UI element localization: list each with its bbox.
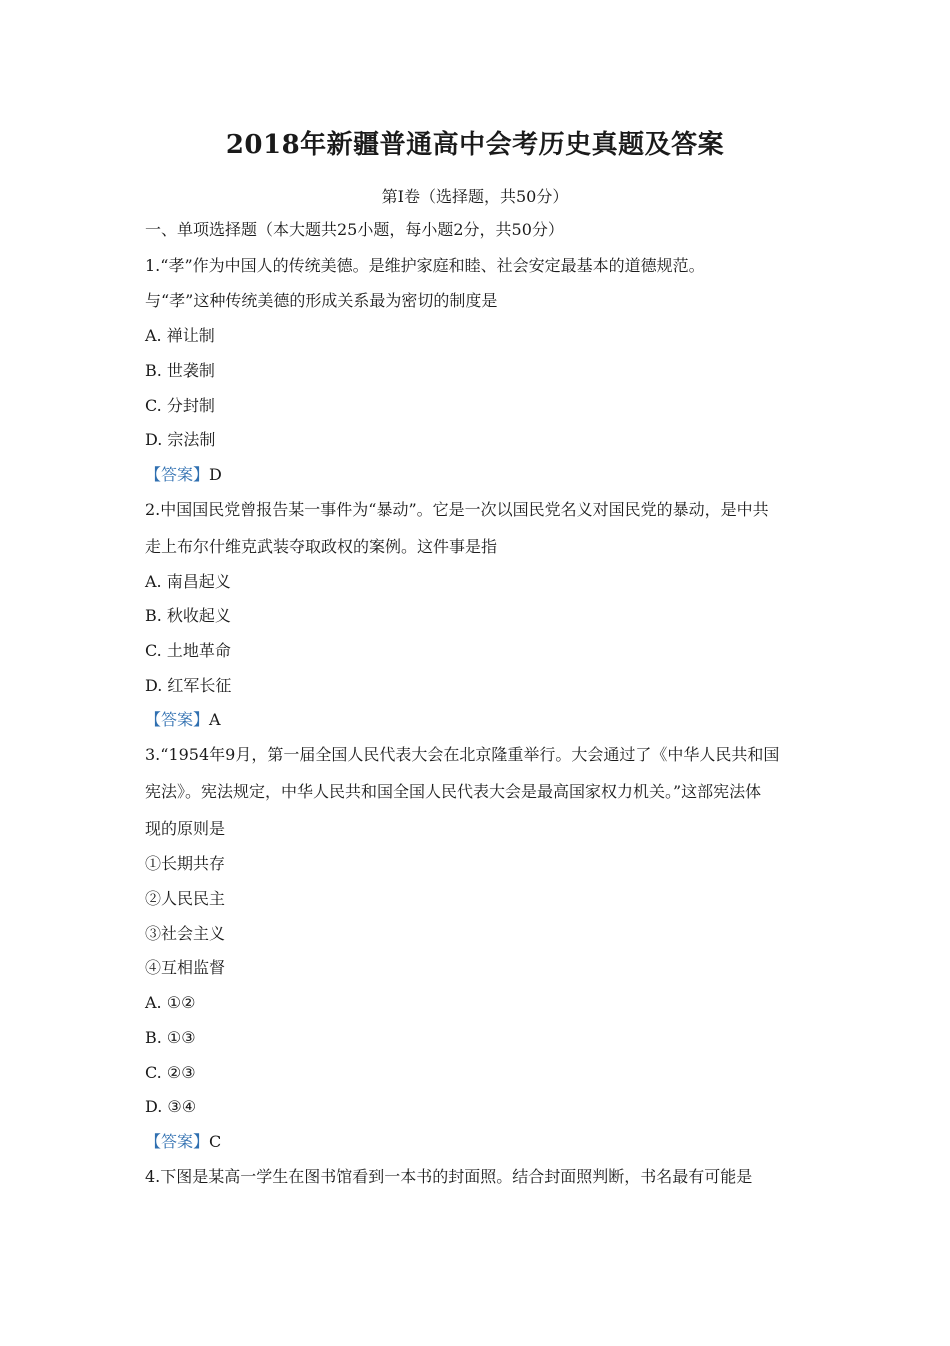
question-3-stem-line-1: 3.“1954年9月，第一届全国人民代表大会在北京隆重举行。大会通过了《中华人民共和国	[145, 745, 780, 764]
question-1-option-d: D. 宗法制	[145, 430, 216, 449]
question-1-stem-line-1: 1.“孝”作为中国人的传统美德。是维护家庭和睦、社会安定最基本的道德规范。	[145, 256, 705, 275]
answer-value: D	[209, 465, 222, 484]
question-2-stem-line-1: 2.中国国民党曾报告某一事件为“暴动”。它是一次以国民党名义对国民党的暴动，是中共	[145, 500, 769, 519]
answer-label: 【答案】	[145, 710, 210, 729]
question-1-option-a: A. 禅让制	[145, 326, 215, 345]
question-3-statement-2: ②人民民主	[145, 889, 226, 908]
answer-value: A	[209, 710, 221, 729]
question-3-option-a: A. ①②	[145, 993, 196, 1012]
question-3-answer	[145, 1132, 221, 1152]
answer-value: C	[209, 1132, 222, 1151]
question-2-stem-line-2: 走上布尔什维克武装夺取政权的案例。这件事是指	[145, 537, 498, 556]
question-1-option-b: B. 世袭制	[145, 361, 215, 380]
question-4-stem-line-1: 4.下图是某高一学生在图书馆看到一本书的封面照。结合封面照判断，书名最有可能是	[145, 1167, 753, 1186]
part-heading: 一、单项选择题（本大题共25小题，每小题2分，共50分）	[145, 220, 564, 239]
question-2-option-b: B. 秋收起义	[145, 606, 231, 625]
question-3-option-d: D. ③④	[145, 1097, 197, 1116]
section-title: 第Ⅰ卷（选择题，共50分）	[381, 187, 569, 206]
question-3-option-b: B. ①③	[145, 1028, 196, 1047]
answer-label: 【答案】	[145, 465, 210, 484]
question-3-stem-line-3: 现的原则是	[145, 819, 226, 838]
question-1-option-c: C. 分封制	[145, 396, 215, 415]
question-2-option-d: D. 红军长征	[145, 676, 232, 695]
question-2-option-c: C. 土地革命	[145, 641, 231, 660]
question-3-statement-3: ③社会主义	[145, 924, 226, 943]
question-2-answer	[145, 710, 221, 730]
answer-label: 【答案】	[145, 1132, 210, 1151]
question-3-statement-4: ④互相监督	[145, 958, 226, 977]
question-1-stem-line-2: 与“孝”这种传统美德的形成关系最为密切的制度是	[145, 291, 498, 310]
question-3-statement-1: ①长期共存	[145, 854, 226, 873]
question-3-option-c: C. ②③	[145, 1063, 196, 1082]
question-2-option-a: A. 南昌起义	[145, 572, 231, 591]
question-1-answer	[145, 465, 222, 485]
question-3-stem-line-2: 宪法》。宪法规定，中华人民共和国全国人民代表大会是最高国家权力机关。”这部宪法体	[145, 782, 762, 801]
document-title: 2018年新疆普通高中会考历史真题及答案	[225, 130, 725, 160]
